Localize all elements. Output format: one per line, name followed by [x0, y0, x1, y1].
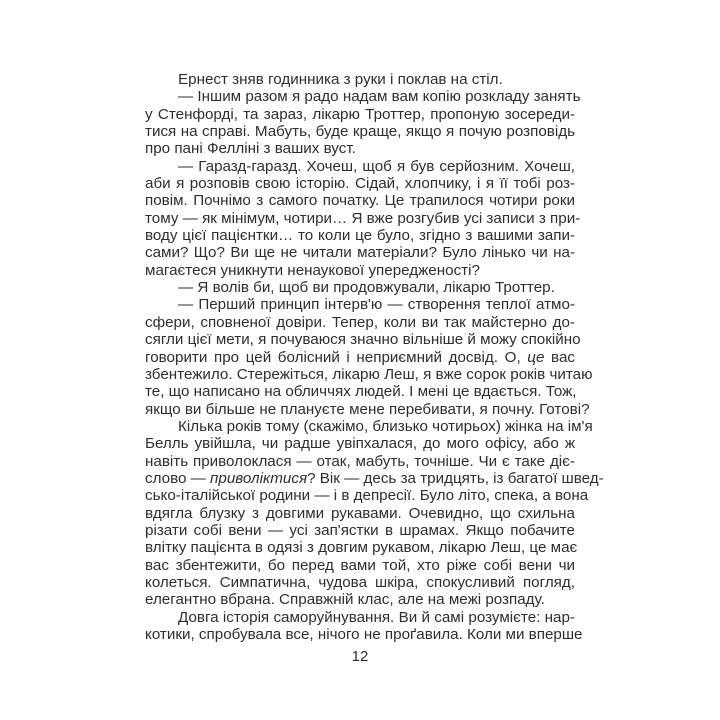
text-line	[145, 140, 575, 157]
text-line	[145, 574, 575, 591]
text-segment: воду цієї пацієнтки… то коли це було, згідно з вашими запи-	[145, 227, 575, 245]
text-line	[145, 262, 575, 279]
text-segment: вдягла блузку з довгими рукавами. Очевидно, що схильна	[145, 504, 575, 522]
text-segment: Белль увійшла, чи радше увіпхалася, до мого офісу, або ж	[145, 435, 575, 453]
text-line	[145, 522, 575, 539]
text-line	[145, 609, 575, 626]
text-line	[145, 591, 575, 608]
text-segment: якщо ви більше не плануєте мене перебивати, я почну. Готові?	[145, 400, 590, 418]
text-segment: елегантно вбрана. Справжній клас, але на межі розпаду.	[145, 591, 545, 609]
text-segment: те, що написано на обличчях людей. І мені це вдається. Тож,	[145, 383, 577, 401]
text-line	[145, 505, 575, 522]
text-segment: Ернест зняв годинника з руки і поклав на стіл.	[178, 71, 503, 88]
text-segment: сами? Що? Ви ще не читали матеріали? Було лінько чи на-	[145, 244, 575, 262]
text-line	[145, 557, 575, 574]
text-segment: аби я розповів свою історію. Сідай, хлопчику, і я її тобі роз-	[145, 175, 575, 193]
text-line	[145, 539, 578, 557]
text-line	[145, 175, 575, 192]
text-segment: у Стенфорді, та зараз, лікарю Троттер, пропоную зосереди-	[145, 105, 575, 123]
text-segment: про пані Фелліні з ваших вуст.	[145, 140, 356, 158]
text-line	[145, 123, 575, 140]
text-segment: тому — як мінімум, чотири… Я вже розгубив усі записи з при-	[145, 209, 581, 227]
text-segment: — Перший принцип інтерв'ю — створення теплої атмо-	[178, 296, 575, 314]
text-line	[145, 331, 581, 349]
text-line	[145, 469, 604, 487]
text-line	[145, 158, 575, 175]
text-line	[145, 417, 593, 435]
text-segment: сько-італійської родини — і в депресії. Було літо, спека, а вона	[145, 487, 589, 505]
text-line	[145, 626, 583, 643]
text-segment: говорити про цей болісний і неприємний досвід. О,	[145, 348, 528, 366]
page-number: 12	[351, 648, 369, 665]
text-line	[145, 314, 575, 331]
text-line	[145, 365, 593, 383]
text-segment: сфери, сповненої довіри. Тепер, коли ви так майстерно до-	[145, 313, 575, 331]
text-line	[145, 400, 590, 418]
text-segment: — Іншим разом я радо надам вам копію розкладу занять	[178, 88, 581, 106]
text-segment: слово —	[145, 469, 211, 487]
text-segment: різати собі вени — усі зап'ястки в шрамах. Якщо побачите	[145, 521, 575, 539]
text-segment: сягли цієї мети, я почуваюся значно вільніше й можу спокійно	[145, 331, 581, 349]
text-segment: навіть приволоклася — отак, мабуть, точніше. Чи є таке діє-	[145, 452, 575, 470]
text-segment: повім. Почнімо з самого початку. Це трапилося чотири роки	[145, 192, 575, 210]
text-segment: ? Вік — десь за тридцять, із багатої швед-	[307, 469, 604, 487]
text-segment: влітку пацієнта в одязі з довгим рукавом, лікарю Леш, це має	[145, 539, 578, 557]
text-segment: тися на справі. Мабуть, буде краще, якщо я почую розповідь	[145, 123, 575, 141]
italic-text: приволіктися	[210, 469, 308, 487]
text-line	[145, 383, 575, 400]
text-segment: колеться. Симпатична, чудова шкіра, спокусливий погляд,	[145, 573, 575, 591]
text-segment: магаєтеся уникнути ненаукової упередженості?	[145, 261, 480, 279]
text-line	[145, 453, 575, 470]
text-segment: котики, спробувала все, нічого не проґавила. Коли ми вперше	[145, 626, 583, 643]
text-line	[145, 296, 575, 313]
text-line	[145, 192, 575, 209]
text-segment: — Гаразд-гаразд. Хочеш, щоб я був серйозним. Хочеш,	[178, 157, 575, 175]
text-segment: Довга історія саморуйнування. Ви й самі розумієте: нар-	[178, 608, 575, 626]
text-line	[145, 227, 575, 244]
text-line	[145, 209, 581, 227]
text-line	[145, 88, 581, 106]
text-segment: вас	[544, 348, 575, 366]
text-line	[145, 349, 575, 366]
text-line	[145, 435, 575, 452]
page-body-text	[145, 71, 604, 643]
text-segment: вас збентежити, бо перед вами той, хто ріже собі вени чи	[145, 556, 575, 574]
text-line	[145, 71, 575, 88]
text-line	[145, 106, 575, 123]
text-line	[145, 487, 589, 505]
text-segment: — Я волів би, щоб ви продовжували, лікарю Троттер.	[178, 279, 555, 297]
italic-text: це	[527, 348, 545, 366]
text-segment: Кілька років тому (скажімо, близько чотирьох) жінка на ім'я	[178, 417, 593, 435]
text-segment: збентежило. Стережіться, лікарю Леш, я вже сорок років читаю	[145, 365, 593, 383]
text-line	[145, 244, 575, 261]
text-line	[145, 279, 575, 296]
